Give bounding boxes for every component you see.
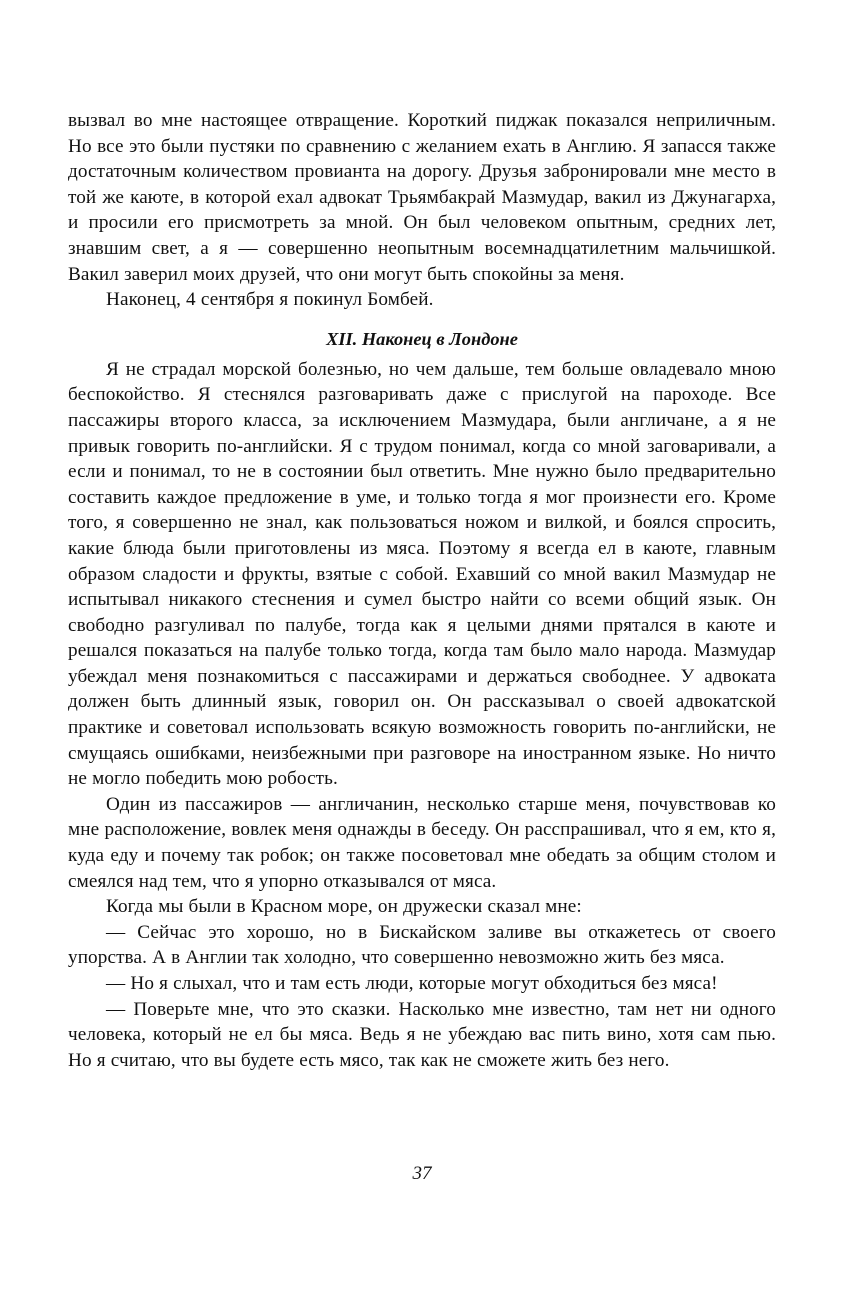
paragraph-passenger: Один из пассажиров — англичанин, несколько старше меня, почувствовав ко мне расположение, вовлек меня однажды в беседу. Он расспрашивал, что я ем, кто я, куда еду и почему так робок; он также посоветовал мне обедать за общим столом и смеялся над тем, что я упорно отказывался от мяса. [68,793,776,892]
page-number: 37 [412,1163,432,1184]
paragraph-continued: вызвал во мне настоящее отвращение. Короткий пиджак показался неприличным. Но все это были пустяки по сравнению с желанием ехать в Англию. Я запасся также достаточным количеством провианта на дорогу. Друзья забронировали мне место в той же каюте, в которой ехал адвокат Трьямбакрай Мазмудар, вакил из Джунагарха, и просили его присмотреть за мной. Он был человеком опытным, средних лет, знавшим свет, а я — совершенно неопытным восемнадцатилетним мальчишкой. Вакил заверил моих друзей, что они могут быть спокойны за меня. [68,110,776,285]
paragraph-voyage: Я не страдал морской болезнью, но чем дальше, тем больше овладевало мною беспокойство. Я стеснялся разговаривать даже с прислугой на пароходе. Все пассажиры второго класса, за исключением Мазмудара, были англичане, а я не привык говорить по-английски. Я с трудом понимал, когда со мной заговаривали, а если и понимал, то не в состоянии был ответить. Мне нужно было предварительно составить каждое предложение в уме, и только тогда я мог произнести его. Кроме того, я совершенно не знал, как пользоваться ножом и вилкой, и боялся спросить, какие блюда были приготовлены из мяса. Поэтому я всегда ел в каюте, главным образом сладости и фрукты, взятые с собой. Ехавший со мной вакил Мазмудар не испытывал никакого стеснения и сумел быстро найти со всеми общий язык. Он свободно разгуливал по палубе, тогда как я целыми днями прятался в каюте и решался показаться на палубе только тогда, когда там было мало народа. Мазмудар убеждал меня познакомиться с пассажирами и держаться свободнее. У адвоката должен быть длинный язык, говорил он. Он рассказывал о своей адвокатской практике и советовал использовать всякую возможность говорить по-английски, не смущаясь ошибками, неизбежными при разговоре на иностранном языке. Но ничто не могло победить мою робость. [68,358,776,790]
paragraph-departure: Наконец, 4 сентября я покинул Бомбей. [106,289,434,311]
body-text-column [68,108,776,1073]
paragraph-dialogue-3: — Поверьте мне, что это сказки. Насколько мне известно, там нет ни одного человека, который не ел бы мяса. Ведь я не убеждаю вас пить вино, хотя сам пью. Но я считаю, что вы будете есть мясо, так как не сможете жить без него. [68,998,776,1071]
chapter-heading: XII. Наконец в Лондоне [326,328,518,349]
paragraph-dialogue-1: — Сейчас это хорошо, но в Бискайском заливе вы откажетесь от своего упорства. А в Англии так холодно, что совершенно невозможно жить без мяса. [68,921,776,969]
paragraph-red-sea: Когда мы были в Красном море, он дружески сказал мне: [106,896,582,918]
paragraph-dialogue-2: — Но я слыхал, что и там есть люди, которые могут обходиться без мяса! [106,973,718,994]
